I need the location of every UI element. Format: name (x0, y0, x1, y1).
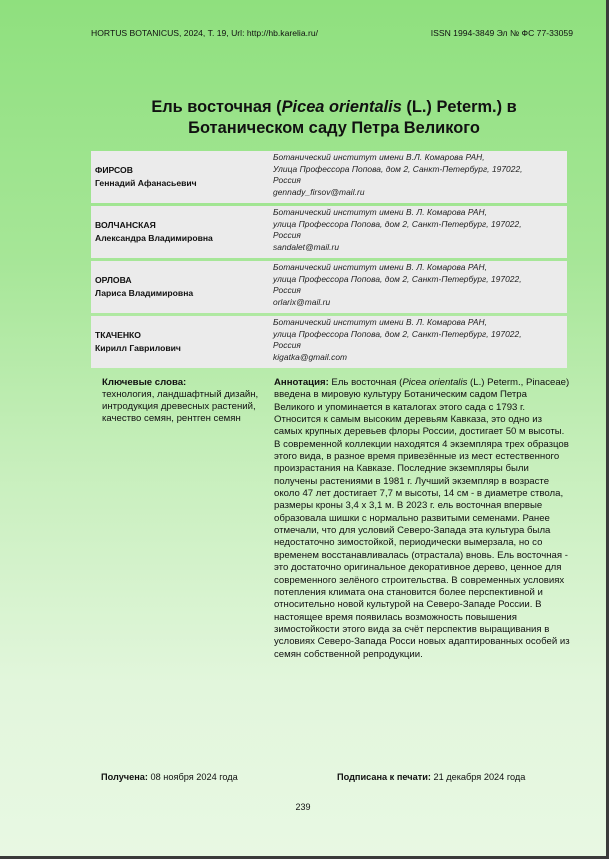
author-name (91, 152, 273, 203)
author-affiliation (273, 152, 567, 203)
received-value: 08 ноября 2024 года (147, 772, 238, 782)
abstract-block (274, 377, 570, 661)
received-date (101, 772, 238, 782)
author-surname: ТКАЧЕНКО (95, 330, 141, 340)
signed-label: Подписана к печати: (337, 772, 431, 782)
abstract-intro: Ель восточная ( (328, 377, 403, 388)
author-name (91, 317, 273, 368)
author-surname: ФИРСОВ (95, 165, 133, 175)
author-affiliation (273, 317, 567, 368)
author-surname: ОРЛОВА (95, 275, 132, 285)
author-row (91, 206, 567, 258)
author-given-name: Геннадий Афанасьевич (95, 178, 197, 188)
author-given-name: Александра Владимировна (95, 233, 213, 243)
abstract-label: Аннотация: (274, 377, 329, 388)
affiliation-line: Ботанический институт имени В. Л. Комарова РАН, (273, 207, 487, 217)
keywords-text: технология, ландшафтный дизайн, интродукция древесных растений, качество семян, рентген семян (102, 389, 259, 424)
running-header (91, 28, 573, 38)
title-line2: Ботаническом саду Петра Великого (188, 119, 480, 137)
issn: ISSN 1994-3849 Эл № ФС 77-33059 (430, 28, 573, 38)
author-email: orlarix@mail.ru (273, 296, 331, 307)
keywords-block (102, 377, 262, 425)
journal-citation: HORTUS BOTANICUS, 2024, Т. 19, Url: http://hb.karelia.ru/ (91, 28, 319, 38)
affiliation-line: Россия (273, 230, 301, 241)
title-part1: Ель восточная ( (151, 98, 282, 116)
authors-table (91, 151, 567, 371)
author-name (91, 207, 273, 258)
title-part2: (L.) Peterm.) в (401, 98, 517, 116)
author-email: gennady_firsov@mail.ru (273, 186, 365, 197)
author-email: sandalet@mail.ru (273, 241, 340, 252)
affiliation-line: улица Профессора Попова, дом 2, Санкт-Петербург, 197022, (273, 273, 522, 284)
signed-value: 21 декабря 2024 года (430, 772, 526, 782)
title-latin-name: Picea orientalis (281, 98, 402, 116)
page-number: 239 (295, 802, 311, 812)
keywords-label: Ключевые слова: (102, 377, 187, 388)
author-given-name: Лариса Владимировна (95, 288, 194, 298)
author-row (91, 151, 567, 203)
author-email: kigatka@gmail.com (273, 351, 348, 362)
received-label: Получена: (101, 772, 148, 782)
affiliation-line: Россия (273, 340, 301, 351)
author-row (91, 261, 567, 313)
article-title (90, 97, 578, 139)
affiliation-line: Россия (273, 175, 301, 186)
author-given-name: Кирилл Гаврилович (95, 343, 181, 353)
signed-date (337, 772, 525, 782)
author-affiliation (273, 262, 567, 313)
author-affiliation (273, 207, 567, 258)
abstract-latin-name: Picea orientalis (402, 377, 468, 388)
abstract-text: (L.) Peterm., Pinaceae) введена в мировую культуру Ботаническим садом Петра Великого и упоминается в каталогах этого сада с 1793 г. Относится к самым высоким деревьям Кавказа, это одно из самых крупных деревьев флоры России, достигает 50 м высоты. В современной коллекции находятся 4 экземпляра трех образцов этого вида, в разное время привезённые из мест естественного произрастания на Кавказе. Последние экземпляры были получены растениями в 1981 г. Лучший экземпляр в возрасте около 47 лет достигает 7,7 м высоты, 14 см - в диаметре ствола, размеры кроны 3,4 x 3,1 м. В 2023 г. ель восточная впервые образовала шишки с нормально развитыми семенами. Ранее отмечали, что для условий Северо-Запада эта культура была недостаточно зимостойкой, периодически вымерзала, но со временем восстанавливалась (отрастала) вновь. Ель восточная - это достаточно оригинальное декоративное дерево, ценное для современного зелёного строительства. В современных условиях потепления климата она становится более перспективной и относительно новой культурой на Северо-Западе России. В настоящее время появилась возможность повышения зимостойкости этого вида за счёт перспектив выращивания в условиях Северо-Запада Росси новых адаптированных особей из семян собственной репродукции. (274, 377, 570, 660)
affiliation-line: Россия (273, 285, 301, 296)
author-surname: ВОЛЧАНСКАЯ (95, 220, 156, 230)
affiliation-line: улица Профессора Попова, дом 2, Санкт-Петербург, 197022, (273, 328, 522, 339)
affiliation-line: Улица Профессора Попова, дом 2, Санкт-Петербург, 197022, (273, 163, 523, 174)
affiliation-line: Ботанический институт имени В.Л. Комарова РАН, (273, 152, 485, 162)
author-name (91, 262, 273, 313)
affiliation-line: Ботанический институт имени В. Л. Комарова РАН, (273, 317, 487, 327)
affiliation-line: улица Профессора Попова, дом 2, Санкт-Петербург, 197022, (273, 218, 522, 229)
author-row (91, 316, 567, 368)
affiliation-line: Ботанический институт имени В. Л. Комарова РАН, (273, 262, 487, 272)
